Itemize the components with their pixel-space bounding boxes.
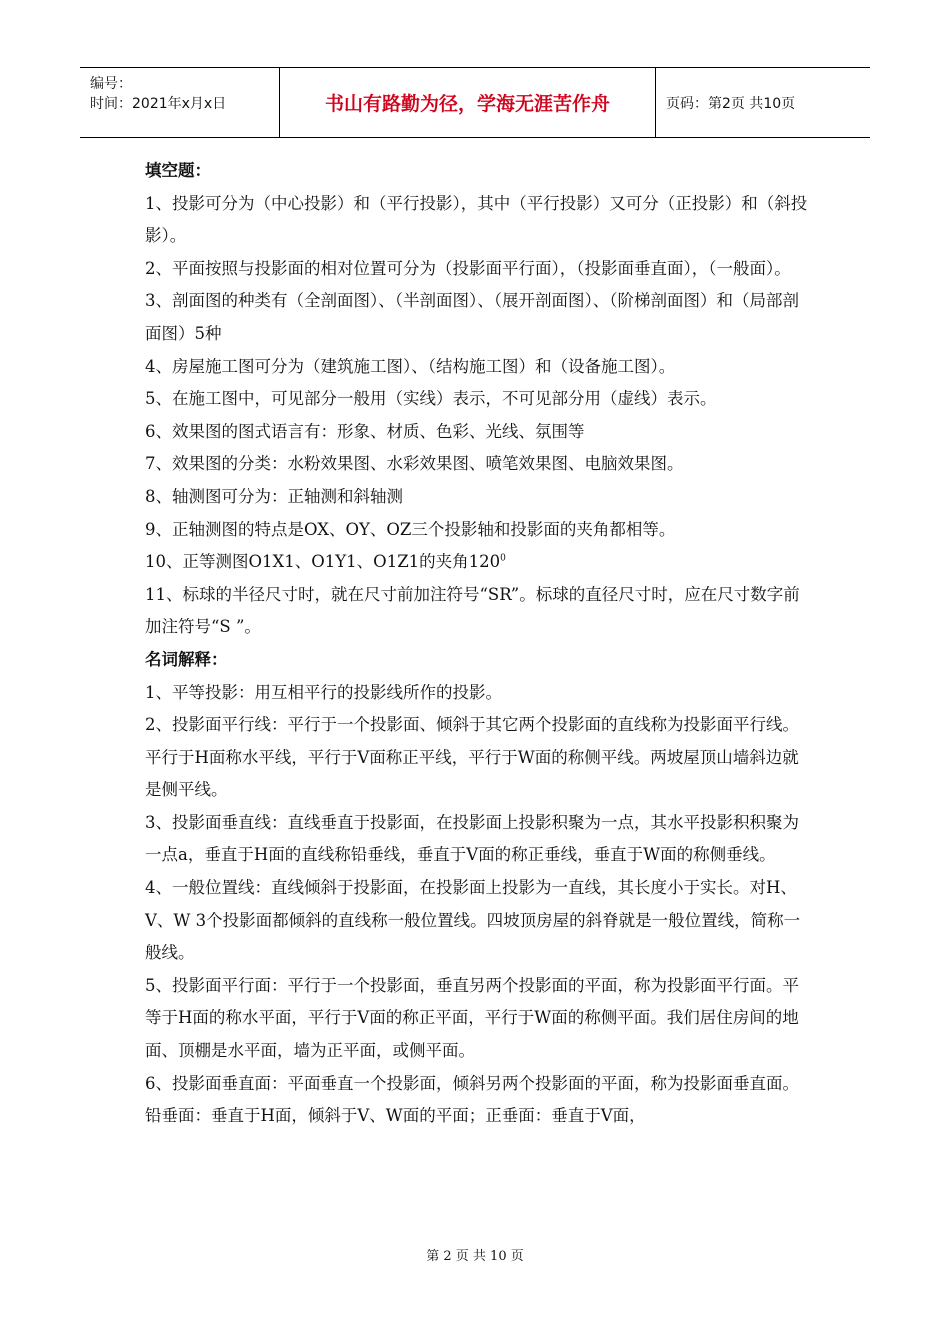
- document-date: 时间：2021年x月x日: [90, 96, 227, 112]
- term-item: 5、投影面平行面：平行于一个投影面，垂直另两个投影面的平面，称为投影面平行面。平等于H面的称水平面，平行于V面的称正平面，平行于W面的称侧平面。我们居住房间的地面、顶棚是水平面，墙为正平面，或侧平面。: [145, 975, 799, 1061]
- fill-item: 8、轴测图可分为：正轴测和斜轴测: [145, 486, 403, 506]
- degree-superscript: 0: [500, 553, 506, 564]
- fill-item-11: 11、标球的半径尺寸时，就在尺寸前加注符号“SR”。标球的直径尺寸时，应在尺寸数字前加注符号“S ”。: [145, 584, 800, 637]
- term-item: 2、投影面平行线：平行于一个投影面、倾斜于其它两个投影面的直线称为投影面平行线。平行于H面称水平线，平行于V面称正平线，平行于W面的称侧平线。两坡屋顶山墙斜边就是侧平线。: [145, 715, 799, 800]
- header-page-number: 页码：第2页 共10页: [666, 95, 796, 112]
- fill-item: 9、正轴测图的特点是OX、OY、OZ三个投影轴和投影面的夹角都相等。: [145, 519, 676, 539]
- fill-item: 2、平面按照与投影面的相对位置可分为（投影面平行面），（投影面垂直面），（一般面）。: [145, 258, 791, 278]
- document-number: 编号：: [90, 76, 132, 92]
- fill-item: 5、在施工图中，可见部分一般用（实线）表示，不可见部分用（虚线）表示。: [145, 389, 717, 409]
- term-item: 1、平等投影：用互相平行的投影线所作的投影。: [145, 682, 502, 702]
- fill-item: 6、效果图的图式语言有：形象、材质、色彩、光线、氛围等: [145, 421, 585, 441]
- header-meta: [80, 68, 280, 137]
- header-motto: 书山有路勤为径，学海无涯苦作舟: [280, 68, 656, 137]
- fill-item-10: [145, 546, 810, 579]
- document-body: [145, 155, 810, 1133]
- fill-item: 4、房屋施工图可分为（建筑施工图）、（结构施工图）和（设备施工图）。: [145, 356, 676, 376]
- page-footer: 第 2 页 共 10 页: [426, 1249, 524, 1264]
- terms-heading: 名词解释：: [145, 649, 228, 669]
- fill-item-10-text: 10、正等测图O1X1、O1Y1、O1Z1的夹角120: [145, 552, 501, 572]
- term-item: 6、投影面垂直面：平面垂直一个投影面，倾斜另两个投影面的平面，称为投影面垂直面。铅垂面：垂直于H面，倾斜于V、W面的平面；正垂面：垂直于V面，: [145, 1073, 799, 1126]
- page-header: [80, 67, 870, 138]
- fill-item: 1、投影可分为（中心投影）和（平行投影），其中（平行投影）又可分（正投影）和（斜投影）。: [145, 193, 808, 246]
- term-item: 3、投影面垂直线：直线垂直于投影面，在投影面上投影积聚为一点，其水平投影积积聚为一点a，垂直于H面的直线称铅垂线，垂直于V面的称正垂线，垂直于W面的称侧垂线。: [145, 812, 799, 865]
- fill-blank-heading: 填空题：: [145, 161, 211, 180]
- term-item: 4、一般位置线：直线倾斜于投影面，在投影面上投影为一直线，其长度小于实长。对H、V、W 3个投影面都倾斜的直线称一般位置线。四坡顶房屋的斜脊就是一般位置线，简称一般线。: [145, 878, 801, 963]
- fill-item: 7、效果图的分类：水粉效果图、水彩效果图、喷笔效果图、电脑效果图。: [145, 454, 684, 474]
- fill-item: 3、剖面图的种类有（全剖面图）、（半剖面图）、（展开剖面图）、（阶梯剖面图）和（局部剖面图）5种: [145, 291, 799, 343]
